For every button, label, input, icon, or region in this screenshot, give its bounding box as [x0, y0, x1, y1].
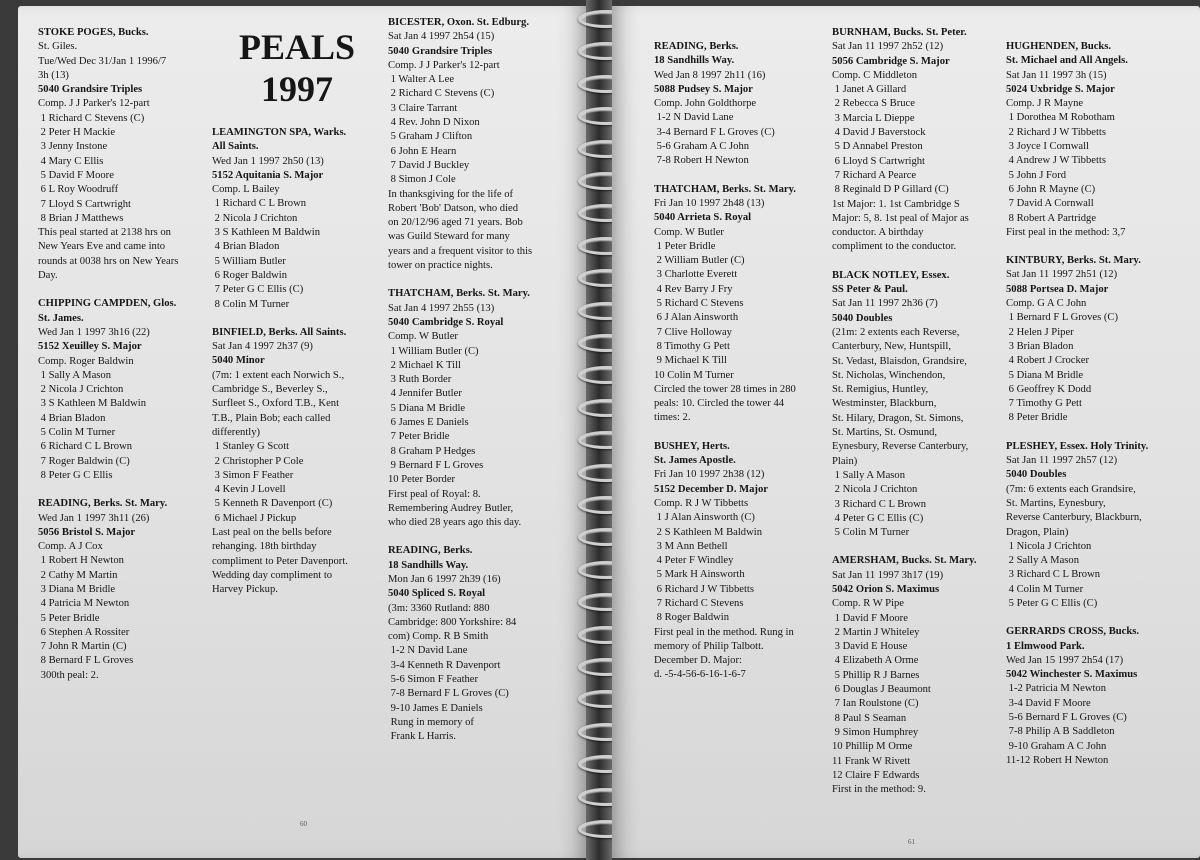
right-column-2	[832, 26, 1004, 797]
entry-line: 8 Roger Baldwin	[654, 612, 730, 624]
entry-line: 1 Richard C L Brown	[212, 198, 307, 210]
entry-line: Circled the tower 28 times in 280	[654, 383, 796, 395]
right-column-3	[1006, 40, 1192, 768]
entry-line: 4 Brian Bladon	[38, 412, 106, 424]
entry-heading: 5056 Bristol S. Major	[38, 526, 136, 538]
entry-line: 2 Nicola J Crichton	[832, 484, 918, 496]
entry-line: 9 Bernard F L Groves	[388, 459, 484, 471]
entry-line: 6 J Alan Ainsworth	[654, 312, 739, 324]
peals-title-word: PEALS	[238, 27, 356, 67]
entry-line: Wed Jan 15 1997 2h54 (17)	[1006, 654, 1124, 666]
entry-line: 6 L Roy Woodruff	[38, 184, 119, 196]
entry-line: Major: 5, 8. 1st peal of Major as	[832, 212, 969, 224]
entry-line: 2 Peter H Mackie	[38, 127, 116, 139]
entry-line: Wed Jan 1 1997 3h11 (26)	[38, 512, 150, 524]
entry-line: tower on practice nights.	[388, 260, 493, 272]
entry-heading: LEAMINGTON SPA, Warks.	[212, 127, 347, 138]
entry-heading: 5152 Xeuilley S. Major	[38, 341, 142, 353]
entry-line: 12 Claire F Edwards	[832, 769, 920, 781]
entry-line: 3 S Kathleen M Baldwin	[38, 398, 146, 410]
entry-heading: 5040 Spliced S. Royal	[388, 588, 486, 600]
entry-line: 2 William Butler (C)	[654, 255, 745, 267]
entry-heading: STOKE POGES, Bucks.	[38, 27, 149, 38]
entry-line: 4 Peter F Windley	[654, 555, 734, 567]
entry-line: 7 Richard C Stevens	[654, 597, 744, 609]
entry-heading: All Saints.	[212, 141, 259, 153]
entry-line: 2 Sally A Mason	[1006, 555, 1079, 567]
entry-line: Comp. Roger Baldwin	[38, 355, 134, 367]
entry-line: 1st Major: 1. 1st Cambridge S	[832, 198, 960, 210]
entry-line: 6 Lloyd S Cartwright	[832, 155, 925, 167]
entry-line: memory of Philip Talbott.	[654, 640, 764, 652]
entry-line: Sat Jan 4 1997 2h55 (13)	[388, 302, 495, 314]
entry-line: 10 Colin M Turner	[654, 369, 734, 381]
entry-heading: GERRARDS CROSS, Bucks.	[1006, 626, 1140, 638]
entry-line: 8 Peter Bridle	[1006, 412, 1068, 424]
entry-line: 7 Richard A Pearce	[832, 169, 917, 181]
entry-line: 5 Diana M Bridle	[388, 402, 466, 414]
entry-line: 4 Jennifer Butler	[388, 388, 462, 400]
entry-spacer	[38, 483, 208, 497]
entry-line: 5 D Annabel Preston	[832, 141, 923, 153]
entry-line: 5-6 Graham A C John	[654, 141, 750, 153]
entry-line: Mon Jan 6 1997 2h39 (16)	[388, 573, 501, 585]
entry-heading: 5040 Doubles	[1006, 469, 1067, 481]
entry-line: Wed Jan 8 1997 2h11 (16)	[654, 69, 766, 81]
entry-line: 2 S Kathleen M Baldwin	[654, 526, 762, 538]
entry-heading: 5040 Doubles	[832, 312, 893, 324]
entry-line: This peal started at 2138 hrs on	[38, 227, 171, 239]
entry-line: on 20/12/96 aged 71 years. Bob	[388, 217, 523, 229]
entry-spacer	[1006, 611, 1192, 625]
entry-line: Frank L Harris.	[388, 731, 456, 743]
entry-line: 1-2 Patricia M Newton	[1006, 683, 1107, 695]
entry-heading: St. James Apostle.	[654, 455, 736, 467]
entry-heading: BURNHAM, Bucks. St. Peter.	[832, 27, 967, 38]
entry-line: years and a frequent visitor to this	[388, 245, 533, 257]
entry-line: 1 David F Moore	[832, 612, 908, 624]
entry-line: Comp. L Bailey	[212, 184, 280, 196]
entry-line: 5 Peter G C Ellis (C)	[1006, 597, 1098, 609]
entry-line: 3 Charlotte Everett	[654, 269, 738, 281]
entry-spacer	[388, 530, 578, 544]
entry-line: 3 Jenny Instone	[38, 141, 108, 153]
entry-heading: 5024 Uxbridge S. Major	[1006, 83, 1115, 95]
entry-line: 7 Clive Holloway	[654, 326, 732, 338]
entry-line: 9 Michael K Till	[654, 355, 727, 367]
entry-line: rounds at 0038 hrs on New Years	[38, 255, 179, 267]
entry-line: rehanging. 18th birthday	[212, 541, 317, 553]
entry-line: First peal of Royal: 8.	[388, 488, 481, 500]
entry-line: 2 Martin J Whiteley	[832, 626, 920, 638]
entry-heading: 5040 Arrieta S. Royal	[654, 212, 752, 224]
entry-line: Day.	[38, 270, 58, 282]
entry-line: Sat Jan 4 1997 2h37 (9)	[212, 341, 313, 353]
entry-line: Comp. John Goldthorpe	[654, 98, 757, 110]
entry-line: 2 Rebecca S Bruce	[832, 98, 915, 110]
entry-line: Comp. A J Cox	[38, 541, 103, 553]
entry-heading: CHIPPING CAMPDEN, Glos.	[38, 298, 177, 310]
entry-line: St. Martins, Eynesbury,	[1006, 497, 1106, 509]
entry-line: 1 Walter A Lee	[388, 74, 455, 86]
entry-line: Robert 'Bob' Datson, who died	[388, 202, 519, 214]
entry-heading: 18 Sandhills Way.	[654, 55, 735, 67]
entry-line: 10 Peter Border	[388, 474, 456, 486]
entry-heading: 5042 Winchester S. Maximus	[1006, 669, 1138, 681]
entry-line: compliment to the conductor.	[832, 241, 957, 253]
entry-line: 5 William Butler	[212, 255, 286, 267]
left-column-2	[212, 126, 384, 598]
entry-line: 4 Elizabeth A Orme	[832, 655, 919, 667]
entry-line: 3 Richard C L Brown	[1006, 569, 1101, 581]
entry-line: St. Martins, St. Osmund,	[832, 427, 938, 439]
entry-line: 1 Stanley G Scott	[212, 441, 290, 453]
entry-line: 3 Marcia L Dieppe	[832, 112, 915, 124]
entry-line: 5-6 Simon F Feather	[388, 674, 479, 686]
entry-line: Comp. R J W Tibbetts	[654, 497, 749, 509]
entry-line: 6 Douglas J Beaumont	[832, 684, 931, 696]
entry-line: 8 Timothy G Pett	[654, 340, 730, 352]
entry-line: First in the method: 9.	[832, 784, 926, 796]
entry-heading: THATCHAM, Berks. St. Mary.	[388, 288, 530, 300]
entry-line: 1 William Butler (C)	[388, 345, 479, 357]
entry-line: Sat Jan 11 1997 3h (15)	[1006, 69, 1107, 81]
entry-line: 10 Phillip M Orme	[832, 741, 913, 753]
entry-line: 5 Graham J Clifton	[388, 131, 473, 143]
entry-line: 1 Sally A Mason	[832, 469, 905, 481]
entry-line: conductor. A birthday	[832, 227, 924, 239]
left-page-number: 60	[300, 820, 307, 828]
entry-line: Wedding day compliment to	[212, 569, 333, 581]
entry-line: Last peal on the bells before	[212, 527, 332, 539]
right-page-number: 61	[908, 838, 915, 846]
entry-heading: 5040 Cambridge S. Royal	[388, 316, 504, 328]
entry-heading: BUSHEY, Herts.	[654, 440, 730, 452]
entry-line: 3-4 David F Moore	[1006, 697, 1091, 709]
entry-line: Comp. J J Parker's 12-part	[388, 59, 500, 71]
entry-heading: 5040 Grandsire Triples	[38, 84, 143, 96]
entry-line: Remembering Audrey Butler,	[388, 502, 514, 514]
entry-line: 2 Michael K Till	[388, 359, 461, 371]
entry-line: 3 Joyce I Cornwall	[1006, 141, 1089, 153]
entry-line: In thanksgiving for the life of	[388, 188, 514, 200]
entry-line: 3 M Ann Bethell	[654, 540, 728, 552]
entry-line: differently)	[212, 426, 261, 438]
entry-line: 5-6 Bernard F L Groves (C)	[1006, 712, 1127, 724]
entry-heading: St. Michael and All Angels.	[1006, 55, 1128, 67]
entry-line: 6 James E Daniels	[388, 417, 469, 429]
entry-line: 8 Paul S Seaman	[832, 712, 907, 724]
entry-line: (21m: 2 extents each Reverse,	[832, 326, 960, 338]
entry-line: who died 28 years ago this day.	[388, 517, 522, 529]
entry-line: St. Giles.	[38, 41, 78, 53]
entry-line: 1-2 N David Lane	[388, 645, 468, 657]
entry-spacer	[388, 273, 578, 287]
entry-line: 6 John R Mayne (C)	[1006, 183, 1096, 195]
entry-line: 7 Roger Baldwin (C)	[38, 455, 130, 467]
entry-line: 1 Sally A Mason	[38, 369, 111, 381]
entry-line: 1 Nicola J Crichton	[1006, 540, 1092, 552]
entry-line: 4 Colin M Turner	[1006, 583, 1084, 595]
entry-line: Westminster, Blackburn,	[832, 398, 937, 410]
right-column-1	[654, 40, 830, 683]
entry-line: First peal in the method: 3,7	[1006, 226, 1126, 238]
entry-line: Wed Jan 1 1997 3h16 (22)	[38, 326, 150, 338]
entry-line: 5 Richard C Stevens	[654, 298, 744, 310]
entry-line: 2 Helen J Piper	[1006, 326, 1074, 338]
entry-line: St. Vedast, Blaisdon, Grandsire,	[832, 355, 967, 367]
entry-heading: SS Peter & Paul.	[832, 284, 908, 296]
entry-line: Fri Jan 10 1997 2h38 (12)	[654, 469, 765, 481]
entry-line: Sat Jan 11 1997 2h52 (12)	[832, 41, 944, 53]
entry-line: Comp. W Butler	[654, 226, 724, 238]
entry-line: 1-2 N David Lane	[654, 112, 734, 124]
entry-line: 3 Brian Bladon	[1006, 340, 1074, 352]
entry-heading: READING, Berks.	[388, 545, 473, 557]
entry-heading: 5040 Minor	[212, 355, 265, 367]
entry-line: 7 Peter G C Ellis (C)	[212, 284, 304, 296]
entry-line: 11 Frank W Rivett	[832, 755, 911, 767]
entry-line: 8 Graham P Hedges	[388, 445, 476, 457]
left-column-3	[388, 16, 578, 745]
entry-line: 3 Simon F Feather	[212, 469, 294, 481]
entry-line: 5 Colin M Turner	[832, 527, 910, 539]
entry-line: 4 Kevin J Lovell	[212, 484, 286, 496]
entry-heading: 1 Elmwood Park.	[1006, 640, 1085, 652]
entry-line: 5 Mark H Ainsworth	[654, 569, 745, 581]
entry-line: 4 David J Baverstock	[832, 127, 926, 139]
entry-heading: 18 Sandhills Way.	[388, 559, 469, 571]
right-page	[612, 6, 1200, 858]
entry-line: 8 Robert A Partridge	[1006, 212, 1097, 224]
entry-heading: HUGHENDEN, Bucks.	[1006, 41, 1112, 52]
entry-line: 4 Brian Bladon	[212, 241, 280, 253]
entry-spacer	[212, 312, 384, 326]
entry-heading: 5056 Cambridge S. Major	[832, 55, 950, 67]
entry-heading: READING, Berks. St. Mary.	[38, 498, 168, 510]
entry-line: 3 Ruth Border	[388, 374, 452, 386]
left-page	[18, 6, 586, 858]
entry-line: 5 David F Moore	[38, 169, 114, 181]
entry-line: 6 Geoffrey K Dodd	[1006, 383, 1092, 395]
entry-line: 4 Andrew J W Tibbetts	[1006, 155, 1106, 167]
entry-heading: 5040 Grandsire Triples	[388, 45, 493, 57]
entry-line: 4 Rev Barry J Fry	[654, 283, 733, 295]
entry-line: 5 Diana M Bridle	[1006, 369, 1084, 381]
entry-line: 7 John R Martin (C)	[38, 641, 127, 653]
entry-line: 1 Janet A Gillard	[832, 84, 907, 96]
entry-line: 3 Diana M Bridle	[38, 583, 116, 595]
peals-title-year: 1997	[261, 69, 333, 109]
entry-line: 9-10 James E Daniels	[388, 702, 483, 714]
entry-line: 3 David E House	[832, 641, 908, 653]
entry-line: 6 Richard J W Tibbetts	[654, 583, 754, 595]
entry-line: 7 Peter Bridle	[388, 431, 450, 443]
entry-line: Sat Jan 11 1997 2h57 (12)	[1006, 455, 1118, 467]
entry-heading: PLESHEY, Essex. Holy Trinity.	[1006, 440, 1149, 452]
entry-line: 8 Bernard F L Groves	[38, 655, 134, 667]
entry-line: 8 Simon J Cole	[388, 174, 456, 186]
entry-line: 5 John J Ford	[1006, 169, 1067, 181]
entry-line: 6 Michael J Pickup	[212, 512, 297, 524]
entry-line: peals: 10. Circled the tower 44	[654, 398, 785, 410]
entry-spacer	[1006, 426, 1192, 440]
entry-line: Surfleet S., Oxford T.B., Kent	[212, 398, 340, 410]
entry-line: 2 Richard J W Tibbetts	[1006, 126, 1106, 138]
entry-line: 8 Brian J Matthews	[38, 212, 124, 224]
entry-line: 1 J Alan Ainsworth (C)	[654, 512, 755, 524]
entry-line: Comp. J J Parker's 12-part	[38, 98, 150, 110]
entry-line: Eynesbury, Reverse Canterbury,	[832, 441, 969, 453]
entry-line: Wed Jan 1 1997 2h50 (13)	[212, 155, 324, 167]
entry-line: 6 John E Hearn	[388, 145, 457, 157]
entry-line: Comp. C Middleton	[832, 69, 918, 81]
entry-line: Cambridge S., Beverley S.,	[212, 384, 328, 396]
entry-line: Rung in memory of	[388, 716, 474, 728]
entry-heading: 5088 Portsea D. Major	[1006, 283, 1109, 295]
entry-line: Plain)	[832, 455, 858, 467]
entry-line: Dragon, Plain)	[1006, 526, 1069, 538]
entry-line: 2 Richard C Stevens (C)	[388, 88, 495, 100]
entry-spacer	[832, 540, 1004, 554]
entry-line: 3h (13)	[38, 69, 69, 81]
entry-line: December D. Major:	[654, 655, 742, 667]
entry-heading: KINTBURY, Berks. St. Mary.	[1006, 255, 1141, 267]
entry-line: 8 Colin M Turner	[212, 298, 290, 310]
entry-line: 7 David A Cornwall	[1006, 198, 1094, 210]
entry-heading: BICESTER, Oxon. St. Edburg.	[388, 17, 530, 28]
entry-line: 3-4 Bernard F L Groves (C)	[654, 126, 775, 138]
entry-line: was Guild Steward for many	[388, 231, 510, 243]
entry-line: 7 Lloyd S Cartwright	[38, 198, 131, 210]
entry-line: Reverse Canterbury, Blackburn,	[1006, 512, 1142, 524]
entry-line: 2 Nicola J Crichton	[38, 384, 124, 396]
entry-line: 7-8 Bernard F L Groves (C)	[388, 688, 509, 700]
entry-line: 5 Peter Bridle	[38, 612, 100, 624]
entry-line: Comp. G A C John	[1006, 298, 1087, 310]
entry-line: Sat Jan 11 1997 2h36 (7)	[832, 298, 938, 310]
entry-spacer	[832, 255, 1004, 269]
entry-line: 6 Richard C L Brown	[38, 441, 133, 453]
entry-line: 4 Peter G C Ellis (C)	[832, 512, 924, 524]
entry-heading: 5152 Aquitania S. Major	[212, 169, 324, 181]
left-column-1	[38, 26, 208, 683]
entry-line: 7 Ian Roulstone (C)	[832, 698, 919, 710]
entry-line: Sat Jan 11 1997 3h17 (19)	[832, 569, 944, 581]
entry-line: Comp. W Butler	[388, 331, 458, 343]
entry-heading: St. James.	[38, 312, 84, 324]
entry-line: compliment to Peter Davenport.	[212, 555, 348, 567]
entry-line: d. -5-4-56-6-16-1-6-7	[654, 669, 746, 681]
entry-line: 3 Richard C L Brown	[832, 498, 927, 510]
entry-line: 1 Robert H Newton	[38, 555, 124, 567]
entry-line: (3m: 3360 Rutland: 880	[388, 602, 490, 614]
entry-line: New Years Eve and came into	[38, 241, 166, 253]
entry-line: First peal in the method. Rung in	[654, 626, 794, 638]
entry-line: 2 Cathy M Martin	[38, 569, 118, 581]
entry-line: 8 Peter G C Ellis	[38, 469, 113, 481]
peals-title	[232, 26, 362, 110]
entry-line: 2 Christopher P Cole	[212, 455, 304, 467]
entry-line: 4 Patricia M Newton	[38, 598, 130, 610]
entry-line: (7m: 1 extent each Norwich S.,	[212, 369, 345, 381]
entry-line: 1 Bernard F L Groves (C)	[1006, 312, 1118, 324]
entry-line: Comp. J R Mayne	[1006, 98, 1084, 110]
entry-heading: AMERSHAM, Bucks. St. Mary.	[832, 555, 977, 567]
entry-line: 5 Phillip R J Barnes	[832, 669, 920, 681]
entry-line: Fri Jan 10 1997 2h48 (13)	[654, 197, 765, 209]
entry-line: com) Comp. R B Smith	[388, 631, 489, 643]
entry-line: 7 Timothy G Pett	[1006, 398, 1082, 410]
entry-line: 300th peal: 2.	[38, 669, 99, 681]
entry-line: 5 Colin M Turner	[38, 427, 116, 439]
entry-heading: READING, Berks.	[654, 41, 739, 52]
entry-line: 9 Simon Humphrey	[832, 726, 919, 738]
entry-line: Comp. R W Pipe	[832, 598, 905, 610]
entry-spacer	[654, 426, 830, 440]
entry-line: St. Remigius, Huntley,	[832, 384, 929, 396]
entry-line: Tue/Wed Dec 31/Jan 1 1996/7	[38, 55, 167, 67]
entry-line: (7m: 6 extents each Grandsire,	[1006, 483, 1136, 495]
entry-heading: 5152 December D. Major	[654, 483, 768, 495]
entry-line: times: 2.	[654, 412, 691, 424]
entry-line: 7-8 Robert H Newton	[654, 155, 749, 167]
entry-line: Sat Jan 11 1997 2h51 (12)	[1006, 269, 1118, 281]
entry-line: 7 David J Buckley	[388, 159, 470, 171]
entry-spacer	[38, 283, 208, 297]
entry-line: St. Hilary, Dragon, St. Simons,	[832, 412, 964, 424]
entry-spacer	[654, 169, 830, 183]
entry-line: 7-8 Philip A B Saddleton	[1006, 726, 1115, 738]
entry-line: St. Nicholas, Winchendon,	[832, 369, 946, 381]
entry-line: 3-4 Kenneth R Davenport	[388, 659, 501, 671]
entry-line: 4 Mary C Ellis	[38, 155, 104, 167]
entry-heading: BINFIELD, Berks. All Saints.	[212, 326, 347, 338]
entry-line: Cambridge: 800 Yorkshire: 84	[388, 616, 517, 628]
entry-heading: BLACK NOTLEY, Essex.	[832, 269, 950, 281]
entry-line: 6 Roger Baldwin	[212, 269, 288, 281]
entry-line: 6 Stephen A Rossiter	[38, 626, 130, 638]
entry-heading: 5042 Orion S. Maximus	[832, 583, 940, 595]
entry-line: 5 Kenneth R Davenport (C)	[212, 498, 333, 510]
entry-line: Canterbury, New, Huntspill,	[832, 341, 951, 353]
entry-line: T.B., Plain Bob; each called	[212, 412, 331, 424]
entry-line: 4 Robert J Crocker	[1006, 355, 1089, 367]
entry-spacer	[1006, 240, 1192, 254]
entry-line: 4 Rev. John D Nixon	[388, 117, 480, 129]
entry-heading: 5088 Pudsey S. Major	[654, 83, 753, 95]
entry-line: 8 Reginald D P Gillard (C)	[832, 184, 949, 196]
entry-line: 3 S Kathleen M Baldwin	[212, 227, 320, 239]
entry-line: Sat Jan 4 1997 2h54 (15)	[388, 31, 495, 43]
entry-line: 1 Richard C Stevens (C)	[38, 112, 145, 124]
entry-line: Harvey Pickup.	[212, 584, 278, 596]
entry-line: 11-12 Robert H Newton	[1006, 754, 1109, 766]
entry-heading: THATCHAM, Berks. St. Mary.	[654, 183, 796, 195]
entry-line: 2 Nicola J Crichton	[212, 212, 298, 224]
entry-line: 9-10 Graham A C John	[1006, 740, 1107, 752]
entry-line: 1 Dorothea M Robotham	[1006, 112, 1115, 124]
entry-line: 1 Peter Bridle	[654, 240, 716, 252]
entry-line: 3 Claire Tarrant	[388, 102, 458, 114]
